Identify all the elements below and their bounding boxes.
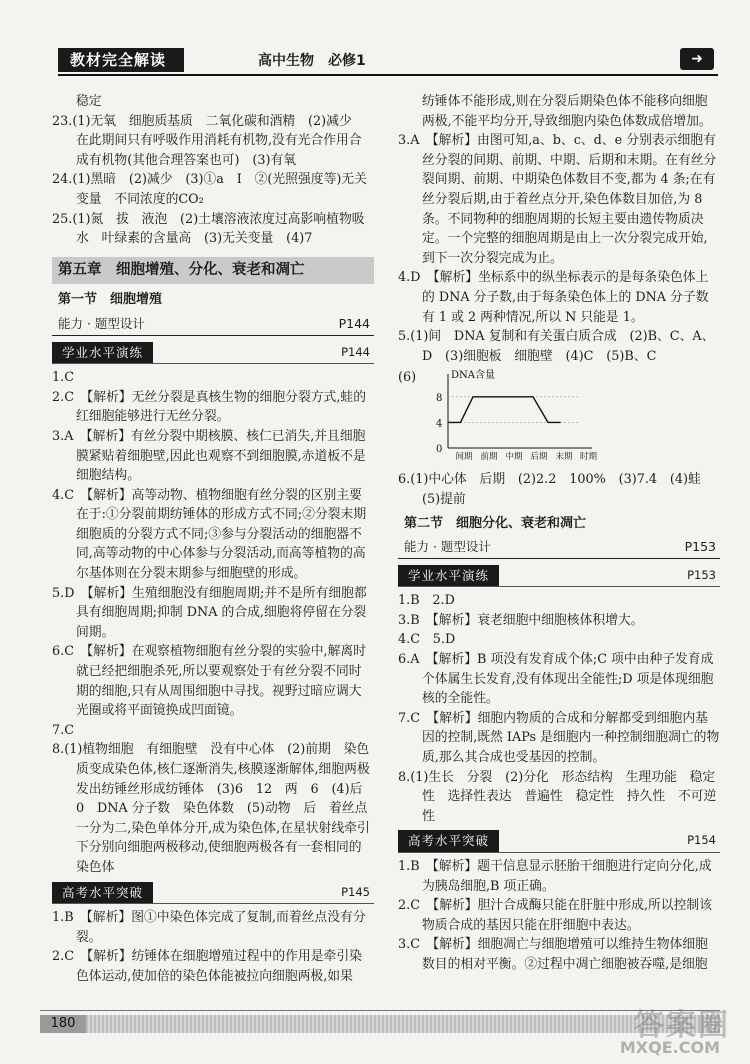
tag-row bbox=[398, 565, 720, 588]
answer-c4: 4.D 【解析】坐标系中的纵坐标表示的是每条染色体上的 DNA 分子数,由于每条染色体上的 DNA 分子数有 1 或 2 两种情况,所以 N 只能是 1。 bbox=[398, 270, 709, 325]
answer-b2: 2.C 【解析】纺锤体在细胞增殖过程中的作用是牵引染色体运动,使加倍的染色体能被拉向细胞两极,如果 bbox=[52, 949, 362, 984]
page-header bbox=[58, 48, 718, 76]
page-ref: P144 bbox=[338, 315, 370, 331]
page-footer bbox=[40, 1010, 720, 1033]
x-tick-label: 末期 bbox=[555, 452, 573, 463]
chart-label: (6) bbox=[398, 370, 417, 386]
y-tick-label: 0 bbox=[436, 444, 443, 456]
tag-row bbox=[398, 830, 720, 853]
answer-b1: 1.B 【解析】图①中染色体完成了复制,而着丝点没有分裂。 bbox=[52, 910, 366, 945]
answer-3: 3.A 【解析】有丝分裂中期核膜、核仁已消失,并且细胞膜紧贴着细胞壁,因此也观察不到细胞膜,赤道板不是细胞结构。 bbox=[52, 428, 366, 484]
arrow-icon: ➜ bbox=[680, 48, 714, 70]
answer-d7: 7.C 【解析】细胞内物质的合成和分解都受到细胞内基因的控制,既然 IAPs 是细胞内一种控制细胞凋亡的物质,那么其合成也受基因的控制。 bbox=[398, 710, 720, 766]
footer-bar bbox=[86, 1015, 720, 1033]
answer-4: 4.C 【解析】高等动物、植物细胞有丝分裂的区别主要在于:①分裂前期纺锤体的形成方式不同;②分裂末期细胞质的分裂方式不同;③参与分裂活动的细胞器不同,高等动物的中心体参与分裂活动,而高等植物的高尔基体则在分裂末期参与细胞壁的形成。 bbox=[52, 487, 367, 582]
answer-c6: 6.(1)中心体 后期 (2)2.2 100% (3)7.4 (4)蛙 (5)提前 bbox=[398, 472, 714, 507]
answer-d3: 3.B 【解析】衰老细胞中细胞核体积增大。 bbox=[398, 612, 644, 628]
answer-24: 24.(1)黑暗 (2)减少 (3)①a Ⅰ ②(光照强度等)无关变量 不同浓度的CO₂ bbox=[52, 172, 367, 207]
y-axis-label: DNA含量 bbox=[451, 370, 496, 382]
watermark: 答案圈 bbox=[634, 1008, 730, 1043]
page-ref: P154 bbox=[687, 833, 716, 848]
x-tick-label: 中期 bbox=[505, 452, 523, 463]
answer-d4: 4.C 5.D bbox=[398, 632, 456, 648]
answer-text: 纺锤体不能形成,则在分裂后期染色体不能移向细胞两极,不能平均分开,导致细胞内染色体数成倍增加。 bbox=[422, 94, 712, 129]
tag-label: 学业水平演练 bbox=[52, 342, 153, 364]
answer-7: 7.C bbox=[52, 722, 75, 738]
tag-label: 高考水平突破 bbox=[398, 830, 499, 852]
answer-8: 8.(1)植物细胞 有细胞壁 没有中心体 (2)前期 染色质变成染色体,核仁逐渐消失,核膜逐渐解体,细胞两极发出纺锤丝形成纺锤体 (3)6 12 两 6 (4)后 0 DNA 分子数 染色体数 (5)动物 后 着丝点一分为二,染色单体分开,成为染色体,在星状射线牵引下分别向细胞两极移动,使细胞两极各有一套相同的染色体 bbox=[52, 742, 376, 875]
answer-c3: 3.A 【解析】由图可知,a、b、c、d、e 分别表示细胞有丝分裂的间期、前期、中期、后期和末期。在有丝分裂间期、前期、中期染色体数目不变,都为 4 条;在有丝分裂后期,由于着丝点分开,染色体数目加倍,为 8 条。不同物种的细胞周期的长短主要由遗传物质决定。一个完整的细胞周期是由上一次分裂完成开始,到下一次分裂完成为止。 bbox=[398, 133, 717, 266]
right-column bbox=[398, 92, 720, 975]
dna-content-chart bbox=[420, 368, 620, 468]
tag-label: 高考水平突破 bbox=[52, 882, 153, 904]
x-tick-label: 间期 bbox=[455, 452, 473, 463]
y-tick-label: 8 bbox=[436, 393, 443, 405]
section-title: 第二节 细胞分化、衰老和凋亡 bbox=[404, 515, 587, 531]
answer-1: 1.C bbox=[52, 370, 75, 386]
ability-heading bbox=[398, 537, 720, 559]
dna-chart bbox=[398, 368, 720, 468]
page-ref: P153 bbox=[684, 539, 716, 555]
answer-23: 23.(1)无氧 细胞质基质 二氧化碳和酒精 (2)减少 在此期间只有呼吸作用消耗有机物,没有光合作用合成有机物(其他合理答案也可) (3)有氧 bbox=[52, 113, 365, 168]
answer-c5: 5.(1)间 DNA 复制和有关蛋白质合成 (2)B、C、A、D (3)细胞板 细胞壁 (4)C (5)B、C bbox=[398, 329, 715, 364]
answer-e1: 1.B 【解析】题干信息显示胚胎干细胞进行定向分化,成为胰岛细胞,B 项正确。 bbox=[398, 859, 712, 894]
answer-e3: 3.C 【解析】细胞凋亡与细胞增殖可以维持生物体细胞数目的相对平衡。②过程中凋亡细胞被吞噬,是细胞 bbox=[398, 937, 708, 972]
answer-text: 稳定 bbox=[76, 94, 102, 109]
tag-row bbox=[52, 882, 374, 905]
subject-title: 高中生物 必修1 bbox=[258, 53, 366, 69]
ability-label: 能力 · 题型设计 bbox=[404, 539, 491, 555]
answer-5: 5.D 【解析】生殖细胞没有细胞周期;并不是所有细胞都具有细胞周期;抑制 DNA 的合成,细胞将停留在分裂间期。 bbox=[52, 585, 367, 640]
page-number: 180 bbox=[40, 1015, 86, 1033]
answer-25: 25.(1)氮 拔 液泡 (2)土壤溶液浓度过高影响植物吸水 叶绿素的含量高 (3)无关变量 (4)7 bbox=[52, 211, 365, 247]
answer-e2: 2.C 【解析】胆汁合成酶只能在肝脏中形成,所以控制该物质合成的基因只能在肝细胞中表达。 bbox=[398, 898, 712, 933]
ability-heading bbox=[52, 314, 374, 336]
y-tick-label: 4 bbox=[436, 418, 443, 430]
x-axis-label: 时期 bbox=[580, 452, 598, 463]
page-ref: P144 bbox=[341, 344, 370, 359]
chapter-title: 第五章 细胞增殖、分化、衰老和凋亡 bbox=[52, 257, 374, 285]
answer-d8: 8.(1)生长 分裂 (2)分化 形态结构 生理功能 稳定性 选择性表达 普遍性 稳定性 持久性 不可逆性 bbox=[398, 769, 717, 824]
x-tick-label: 后期 bbox=[530, 452, 548, 463]
watermark-url: MXQE.COM bbox=[619, 1038, 720, 1057]
ability-label: 能力 · 题型设计 bbox=[58, 315, 145, 331]
page-ref: P145 bbox=[341, 884, 370, 899]
section-title: 第一节 细胞增殖 bbox=[58, 292, 163, 308]
answer-d6: 6.A 【解析】B 项没有发育成个体;C 项中由种子发育成个体属生长发育,没有体现出全能性;D 项是体现细胞核的全能性。 bbox=[398, 652, 714, 707]
answer-6: 6.C 【解析】在观察植物细胞有丝分裂的实验中,解离时就已经把细胞杀死,所以要观察处于有丝分裂不同时期的细胞,只有从周围细胞中寻找。视野过暗应调大光圈或将平面镜换成凹面镜。 bbox=[52, 644, 366, 719]
tag-label: 学业水平演练 bbox=[398, 565, 499, 587]
dna-series-line bbox=[448, 397, 561, 423]
answer-2: 2.C 【解析】无丝分裂是真核生物的细胞分裂方式,蛙的红细胞能够进行无丝分裂。 bbox=[52, 389, 366, 425]
tag-row bbox=[52, 342, 374, 365]
x-tick-label: 前期 bbox=[480, 452, 498, 463]
book-badge: 教材完全解读 bbox=[58, 48, 184, 72]
answer-d1: 1.B 2.D bbox=[398, 593, 455, 609]
left-column bbox=[52, 92, 374, 987]
page-ref: P153 bbox=[687, 567, 716, 582]
